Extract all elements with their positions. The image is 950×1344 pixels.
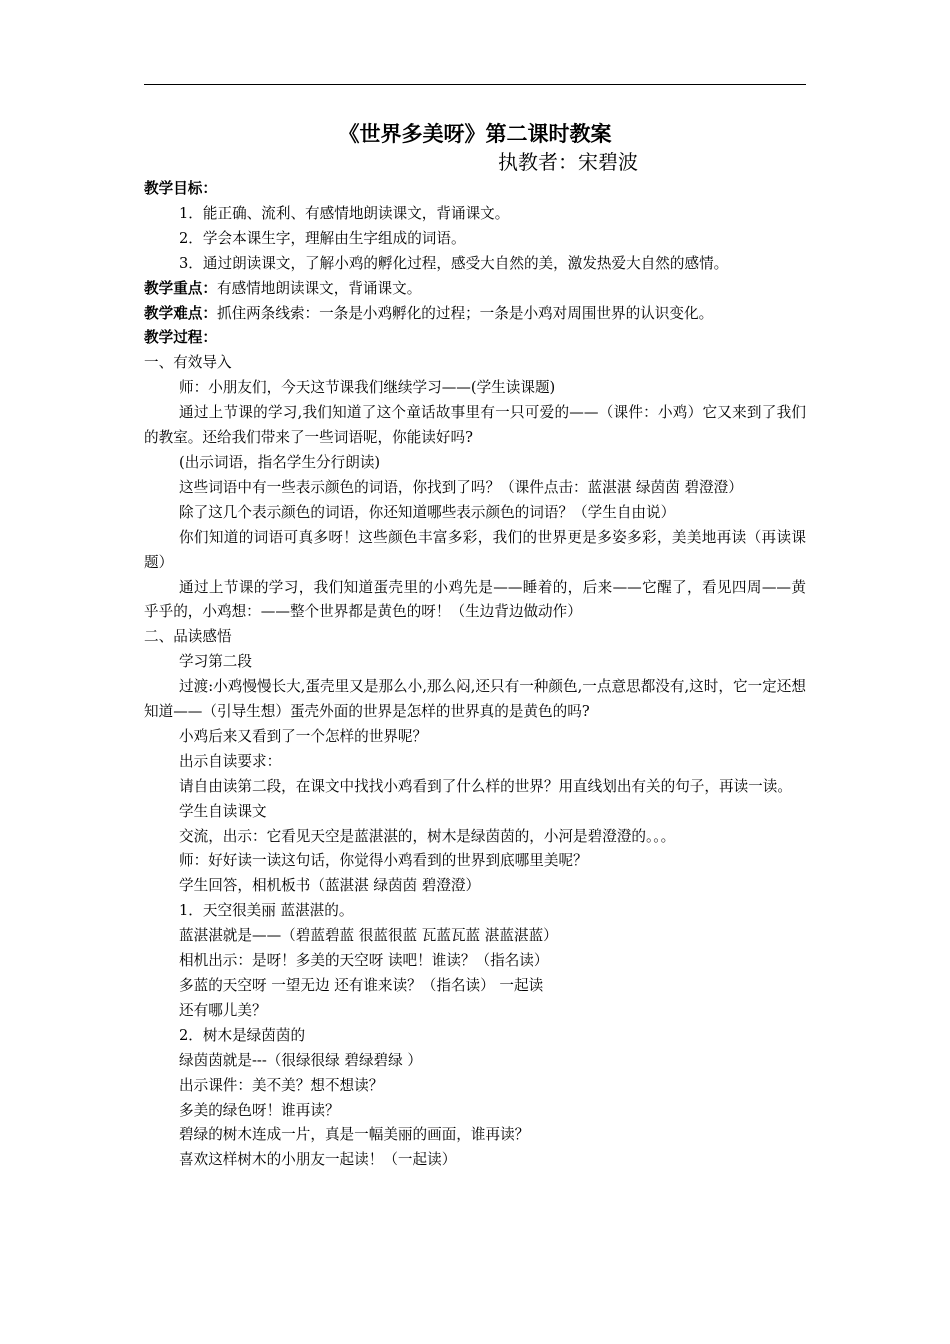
process-heading: 教学过程： xyxy=(144,329,217,347)
section-heading: 一、有效导入 xyxy=(144,354,232,372)
header-rule xyxy=(144,84,806,85)
paragraph: 小鸡后来又看到了一个怎样的世界呢？ xyxy=(179,727,428,745)
paragraph: 多美的绿色呀！谁再读？ xyxy=(179,1101,340,1119)
paragraph: 除了这几个表示颜色的词语，你还知道哪些表示颜色的词语？（学生自由说） xyxy=(179,503,676,521)
paragraph: 学生自读课文 xyxy=(179,802,267,820)
paragraph: 交流，出示：它看见天空是蓝湛湛的，树木是绿茵茵的，小河是碧澄澄的。。。 xyxy=(179,827,676,845)
paragraph: 通过上节课的学习,我们知道了这个童话故事里有一只可爱的——（课件：小鸡）它又来到了我们的教室。还给我们带来了一些词语呢，你能读好吗? xyxy=(144,404,806,447)
paragraph: 还有哪儿美？ xyxy=(179,1001,267,1019)
paragraph: 过渡:小鸡慢慢长大,蛋壳里又是那么小,那么闷,还只有一种颜色,一点意思都没有,这时，它一定还想知道——（引导生想）蛋壳外面的世界是怎样的世界真的是黄色的吗? xyxy=(144,678,806,721)
difficulty-line xyxy=(144,302,806,327)
document-title: 《世界多美呀》第二课时教案 xyxy=(338,121,612,146)
paragraph: 蓝湛湛就是——（碧蓝碧蓝 很蓝很蓝 瓦蓝瓦蓝 湛蓝湛蓝） xyxy=(179,927,558,945)
difficulty-text: 抓住两条线索：一条是小鸡孵化的过程；一条是小鸡对周围世界的认识变化。 xyxy=(216,304,714,322)
paragraph: 通过上节课的学习，我们知道蛋壳里的小鸡先是——睡着的，后来——它醒了，看见四周——黄乎乎的，小鸡想：——整个世界都是黄色的呀！（生边背边做动作） xyxy=(144,578,806,621)
author-line: 执教者：宋碧波 xyxy=(498,150,638,174)
document-body xyxy=(144,177,806,1173)
paragraph: 喜欢这样树木的小朋友一起读！（一起读） xyxy=(179,1151,457,1169)
paragraph: 出示课件：美不美？想不想读？ xyxy=(179,1076,384,1094)
paragraph: 绿茵茵就是---（很绿很绿 碧绿碧绿 ） xyxy=(179,1051,422,1069)
paragraph: 相机出示：是呀！多美的天空呀 读吧！谁读？（指名读） xyxy=(179,952,549,970)
focus-line xyxy=(144,277,806,302)
goal-item: 3．通过朗读课文，了解小鸡的孵化过程，感受大自然的美，激发热爱大自然的感情。 xyxy=(179,254,729,272)
paragraph: 多蓝的天空呀 一望无边 还有谁来读？（指名读） 一起读 xyxy=(179,977,544,994)
paragraph: 出示自读要求： xyxy=(179,752,282,770)
goal-item: 1．能正确、流利、有感情地朗读课文，背诵课文。 xyxy=(179,204,510,222)
goals-heading: 教学目标： xyxy=(144,180,217,197)
paragraph: 这些词语中有一些表示颜色的词语，你找到了吗？（课件点击：蓝湛湛 绿茵茵 碧澄澄） xyxy=(179,478,743,496)
paragraph: 学习第二段 xyxy=(179,653,252,671)
section-heading: 二、品读感悟 xyxy=(144,628,232,646)
paragraph: 2．树木是绿茵茵的 xyxy=(179,1026,306,1044)
difficulty-label: 教学难点： xyxy=(144,304,217,322)
paragraph: 师：小朋友们，今天这节课我们继续学习——(学生读课题) xyxy=(179,379,556,397)
paragraph: 碧绿的树木连成一片，真是一幅美丽的画面，谁再读？ xyxy=(179,1126,530,1144)
paragraph: 你们知道的词语可真多呀！这些颜色丰富多彩，我们的世界更是多姿多彩，美美地再读（再读课题） xyxy=(144,528,806,571)
paragraph: (出示词语，指名学生分行朗读) xyxy=(179,453,381,471)
goal-item: 2．学会本课生字，理解由生字组成的词语。 xyxy=(179,229,466,247)
paragraph: 请自由读第二段，在课文中找找小鸡看到了什么样的世界？用直线划出有关的句子，再读一读。 xyxy=(179,777,792,795)
paragraph: 师：好好读一读这句话，你觉得小鸡看到的世界到底哪里美呢？ xyxy=(179,852,588,870)
focus-text: 有感情地朗读课文，背诵课文。 xyxy=(216,279,422,297)
paragraph: 学生回答，相机板书（蓝湛湛 绿茵茵 碧澄澄） xyxy=(179,877,481,895)
focus-label: 教学重点： xyxy=(144,279,217,297)
paragraph: 1．天空很美丽 蓝湛湛的。 xyxy=(179,902,354,920)
